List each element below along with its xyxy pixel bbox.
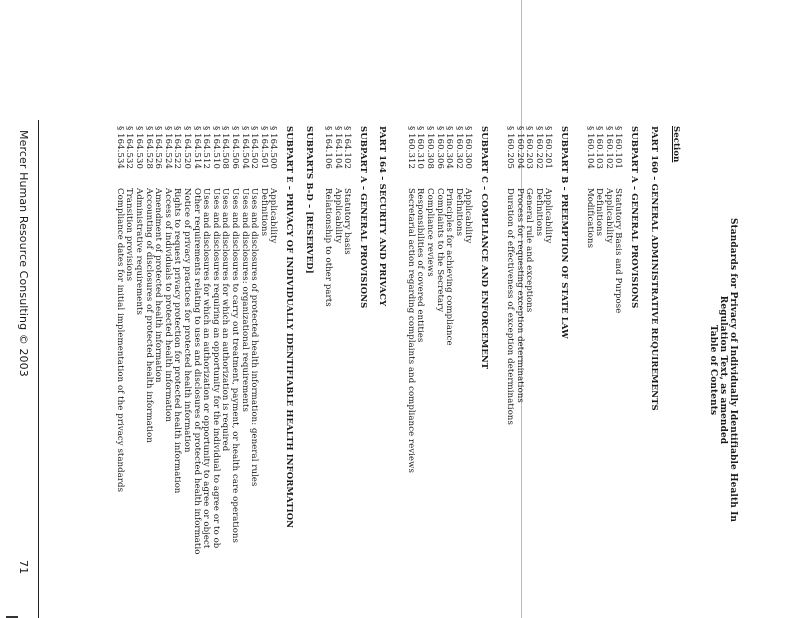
part-160-subpart-c xyxy=(405,126,488,473)
toc-row xyxy=(181,126,191,554)
part-160 xyxy=(648,126,658,411)
toc-row xyxy=(332,126,342,308)
section-number: § 164.534 xyxy=(114,126,125,170)
page-number: 71 xyxy=(17,560,30,575)
section-title: Definitions xyxy=(594,188,605,237)
section-title: Uses and disclosures requiring an opportunity for the individual to agree or to ob xyxy=(210,188,221,549)
section-title: Uses and disclosures of protected health information: general rules xyxy=(249,188,260,487)
section-title: Applicability xyxy=(463,188,474,244)
section-number: § 164.532 xyxy=(124,126,135,170)
toc-row xyxy=(172,126,182,554)
toc-row xyxy=(415,126,425,473)
part-164-heading: PART 164 – SECURITY AND PRIVACY xyxy=(377,126,387,307)
toc-row xyxy=(533,126,543,425)
toc-row xyxy=(424,126,434,473)
section-title: Applicability xyxy=(332,188,343,244)
section-title: Statutory Basis and Purpose xyxy=(613,188,624,314)
section-title: Secretarial action regarding complaints and compliance reviews xyxy=(405,188,416,474)
section-column-label: Section xyxy=(671,126,681,163)
toc-row xyxy=(405,126,415,473)
toc-row xyxy=(268,126,278,554)
section-number: § 164.510 xyxy=(210,126,221,170)
toc-row xyxy=(191,126,201,554)
section-number: § 160.312 xyxy=(405,126,416,170)
section-number: § 160.304 xyxy=(444,126,455,170)
section-title: Modifications xyxy=(584,188,595,249)
toc-row xyxy=(229,126,239,554)
section-number: § 160.101 xyxy=(613,126,624,170)
section-number: § 164.526 xyxy=(153,126,164,170)
section-title: Applicability xyxy=(268,188,279,244)
part-160-heading: PART 160 – GENERAL ADMINISTRATIVE REQUIREMENTS xyxy=(649,126,659,411)
toc-row xyxy=(453,126,463,473)
section-title: Principles for achieving compliance xyxy=(444,188,455,346)
section-title: Statutory basis xyxy=(342,188,353,255)
toc-row xyxy=(220,126,230,554)
toc-row xyxy=(210,126,220,554)
subpart-heading: SUBPARTS B-D – [RESERVED] xyxy=(304,126,314,274)
section-title: Definitions xyxy=(453,188,464,237)
subpart-heading: SUBPART C – COMPLIANCE AND ENFORCEMENT xyxy=(479,126,489,370)
toc-row xyxy=(201,126,211,554)
toc-row xyxy=(162,126,172,554)
toc-row xyxy=(124,126,134,554)
section-number: § 160.302 xyxy=(453,126,464,170)
toc-row xyxy=(258,126,268,554)
section-title: Uses and disclosures to carry out treatment, payment, or health care operations xyxy=(230,188,241,543)
toc-row xyxy=(249,126,259,554)
header-title: Standards for Privacy of Individually Identifiable Health In xyxy=(728,217,738,523)
section-number: § 160.202 xyxy=(533,126,544,170)
section-title: Transition provisions xyxy=(124,188,135,282)
section-number: § 160.104 xyxy=(584,126,595,170)
section-title: Duration of effectiveness of exception determinations xyxy=(505,188,516,425)
footer-company: Mercer Human Resource Consulting © 2003 xyxy=(17,130,30,377)
toc-row xyxy=(463,126,473,473)
section-number: § 164.520 xyxy=(182,126,193,170)
section-title: Compliance reviews xyxy=(425,188,436,277)
toc-row xyxy=(143,126,153,554)
section-number: § 164.504 xyxy=(239,126,250,170)
footer-rule xyxy=(38,120,39,618)
section-number: § 160.204 xyxy=(514,126,525,170)
section-title: Uses and disclosures for which an authorization or opportunity to agree or object xyxy=(201,188,212,549)
section-title: Uses and disclosures for which an authorization is required xyxy=(220,188,231,452)
section-title: Other requirements relating to uses and disclosures of protected health informatio xyxy=(191,188,202,555)
section-number: § 160.306 xyxy=(434,126,445,170)
section-number: § 164.522 xyxy=(172,126,183,170)
subpart-heading: SUBPART A – GENERAL PROVISIONS xyxy=(629,126,639,309)
section-number: § 164.530 xyxy=(134,126,145,170)
section-number: § 164.524 xyxy=(162,126,173,170)
toc-row xyxy=(239,126,249,554)
section-number: § 164.102 xyxy=(342,126,353,170)
header-toc-label: Table of Contents xyxy=(708,324,718,416)
section-title: Applicability xyxy=(603,188,614,244)
toc-row xyxy=(584,126,594,313)
section-title: Process for requesting exception determinations xyxy=(514,188,525,403)
section-title: Applicability xyxy=(543,188,554,244)
toc-row xyxy=(524,126,534,425)
section-title: Responsibilities of covered entities xyxy=(415,188,426,343)
subpart-heading: SUBPART A – GENERAL PROVISIONS xyxy=(358,126,368,309)
section-number: § 160.201 xyxy=(543,126,554,170)
part-164-subpart-e xyxy=(114,126,293,554)
section-title: Complaints to the Secretary xyxy=(434,188,445,313)
toc-row xyxy=(434,126,444,473)
section-number: § 160.102 xyxy=(603,126,614,170)
section-title: General rule and exceptions xyxy=(524,188,535,313)
toc-row xyxy=(323,126,333,308)
part-164-subpart-a xyxy=(323,126,367,308)
toc-row xyxy=(444,126,454,473)
section-number: § 160.103 xyxy=(594,126,605,170)
toc-row xyxy=(543,126,553,425)
part-160-subpart-b xyxy=(504,126,568,425)
section-title: Access of individuals to protected health information xyxy=(162,188,173,422)
toc-row xyxy=(594,126,604,313)
section-number: § 164.501 xyxy=(258,126,269,170)
part-164 xyxy=(376,126,386,306)
toc-row xyxy=(514,126,524,425)
section-title: Rights to request privacy protection for protected health information xyxy=(172,188,183,494)
section-number: § 164.508 xyxy=(220,126,231,170)
section-number: § 164.502 xyxy=(249,126,260,170)
section-number: § 160.300 xyxy=(463,126,474,170)
section-number: § 164.514 xyxy=(191,126,202,170)
section-number: § 164.512 xyxy=(201,126,212,170)
toc-row xyxy=(153,126,163,554)
subpart-heading: SUBPART E – PRIVACY OF INDIVIDUALLY IDENTIFIABLE HEALTH INFORMATION xyxy=(284,126,294,529)
section-title: Definitions xyxy=(258,188,269,237)
subpart-heading: SUBPART B – PREEMPTION OF STATE LAW xyxy=(559,126,569,339)
section-number: § 164.528 xyxy=(143,126,154,170)
toc-row xyxy=(134,126,144,554)
toc-row xyxy=(504,126,514,425)
section-title: Notice of privacy practices for protected health information xyxy=(182,188,193,453)
section-title: Amendment of protected health information xyxy=(153,188,164,383)
toc-row xyxy=(342,126,352,308)
section-title: Compliance dates for initial implementation of the privacy standards xyxy=(114,188,125,493)
part-160-subpart-a xyxy=(584,126,638,313)
section-number: § 160.205 xyxy=(505,126,516,170)
document-header xyxy=(708,120,738,618)
part-164-subparts-b-d xyxy=(303,126,313,274)
section-number: § 164.500 xyxy=(268,126,279,170)
toc-row xyxy=(613,126,623,313)
header-subtitle: Regulation Text, as amended xyxy=(718,295,728,445)
toc-row xyxy=(114,126,124,554)
section-number: § 160.203 xyxy=(524,126,535,170)
section-title: Uses and disclosures: organizational requirements xyxy=(239,188,250,412)
section-number: § 164.104 xyxy=(332,126,343,170)
section-title: Administrative requirements xyxy=(134,188,145,315)
section-number: § 164.106 xyxy=(323,126,334,170)
section-title: Accounting of disclosures of protected health information xyxy=(143,188,154,443)
section-title: Relationship to other parts xyxy=(323,188,334,307)
section-number: § 160.310 xyxy=(415,126,426,170)
section-number: § 160.308 xyxy=(425,126,436,170)
section-number: § 164.506 xyxy=(230,126,241,170)
section-title: Definitions xyxy=(533,188,544,237)
toc-row xyxy=(603,126,613,313)
